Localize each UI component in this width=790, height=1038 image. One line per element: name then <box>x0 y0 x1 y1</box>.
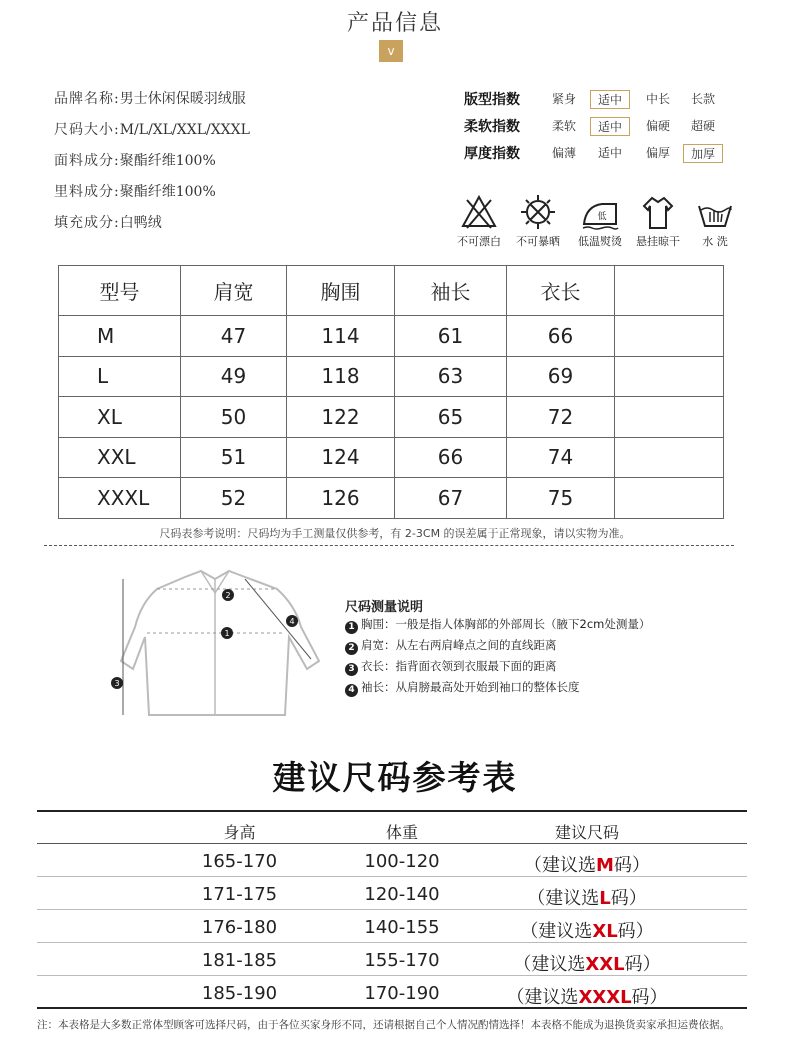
divider <box>44 545 734 546</box>
recommend-header: 身高 体重 建议尺码 <box>37 810 747 844</box>
info-lining: 里料成分:聚酯纤维100% <box>54 184 216 200</box>
page-title: 产品信息 <box>346 11 443 36</box>
index-softness: 柔软指数 柔软 适中 偏硬 超硬 <box>464 119 715 135</box>
measure-item: 1 胸围：一般是指人体胸部的外部周长（腋下2cm处测量） <box>345 616 650 634</box>
marker-4 <box>286 615 298 627</box>
svg-text:1: 1 <box>224 629 230 638</box>
hang-dry-icon <box>638 192 678 232</box>
measure-item: 2 肩宽：从左右两肩峰点之间的直线距离 <box>345 637 557 655</box>
care-hang-dry: 悬挂晾干 <box>630 192 686 249</box>
measure-item: 3 衣长：指背面衣领到衣服最下面的距离 <box>345 658 557 676</box>
care-low-iron: 低 低温熨烫 <box>572 192 628 249</box>
marker-1 <box>221 627 233 639</box>
footer-note: 注：本表格是大多数正常体型顾客可选择尺码，由于各位买家身形不同，还请根据自己个人情况酌情选择！本表格不能成为退换货卖家承担运费依据。 <box>37 1019 730 1031</box>
marker-2 <box>222 589 234 601</box>
size-table <box>58 265 724 519</box>
marker-3 <box>111 677 123 689</box>
care-no-sun: 不可暴晒 <box>510 192 566 249</box>
info-filling: 填充成分:白鸭绒 <box>54 215 162 231</box>
info-brand: 品牌名称:男士休闲保暖羽绒服 <box>54 91 246 107</box>
size-table-note: 尺码表参考说明：尺码均为手工测量仅供参考，有 2-3CM 的误差属于正常现象，请以实物为准。 <box>159 527 631 540</box>
table-row: 176-180 140-155 （建议选XL码） <box>37 910 747 943</box>
table-row: XXL 51 124 66 74 <box>59 437 724 478</box>
svg-text:2: 2 <box>225 591 231 600</box>
info-fabric: 面料成分:聚酯纤维100% <box>54 153 216 169</box>
table-row: 185-190 170-190 （建议选XXXL码） <box>37 976 747 1009</box>
svg-text:低: 低 <box>597 212 607 222</box>
chevron-down-icon: v <box>379 40 403 62</box>
hand-wash-icon <box>695 192 735 232</box>
svg-text:3: 3 <box>114 679 120 688</box>
care-no-bleach: 不可漂白 <box>451 192 507 249</box>
shirt-diagram <box>105 565 335 725</box>
index-fit: 版型指数 紧身 适中 中长 长款 <box>464 92 715 108</box>
low-iron-icon <box>580 192 620 232</box>
no-sun-dry-icon <box>518 192 558 232</box>
table-row: 165-170 100-120 （建议选M码） <box>37 844 747 877</box>
care-hand-wash: 水 洗 <box>687 192 743 249</box>
recommend-table <box>37 810 747 1009</box>
size-table-header: 型号 肩宽 胸围 袖长 衣长 <box>59 266 724 316</box>
no-bleach-icon <box>459 192 499 232</box>
table-row: 171-175 120-140 （建议选L码） <box>37 877 747 910</box>
measure-item: 4 袖长：从肩膀最高处开始到袖口的整体长度 <box>345 679 580 697</box>
svg-text:4: 4 <box>289 617 295 626</box>
info-sizes: 尺码大小:M/L/XL/XXL/XXXL <box>54 122 250 138</box>
table-row: M 47 114 61 66 <box>59 316 724 357</box>
index-thickness: 厚度指数 偏薄 适中 偏厚 加厚 <box>464 143 734 165</box>
table-row: XXXL 52 126 67 75 <box>59 478 724 519</box>
table-row: 181-185 155-170 （建议选XXL码） <box>37 943 747 976</box>
table-row: L 49 118 63 69 <box>59 356 724 397</box>
recommend-title: 建议尺码参考表 <box>272 758 518 797</box>
measure-title: 尺码测量说明 <box>345 600 424 615</box>
table-row: XL 50 122 65 72 <box>59 397 724 438</box>
